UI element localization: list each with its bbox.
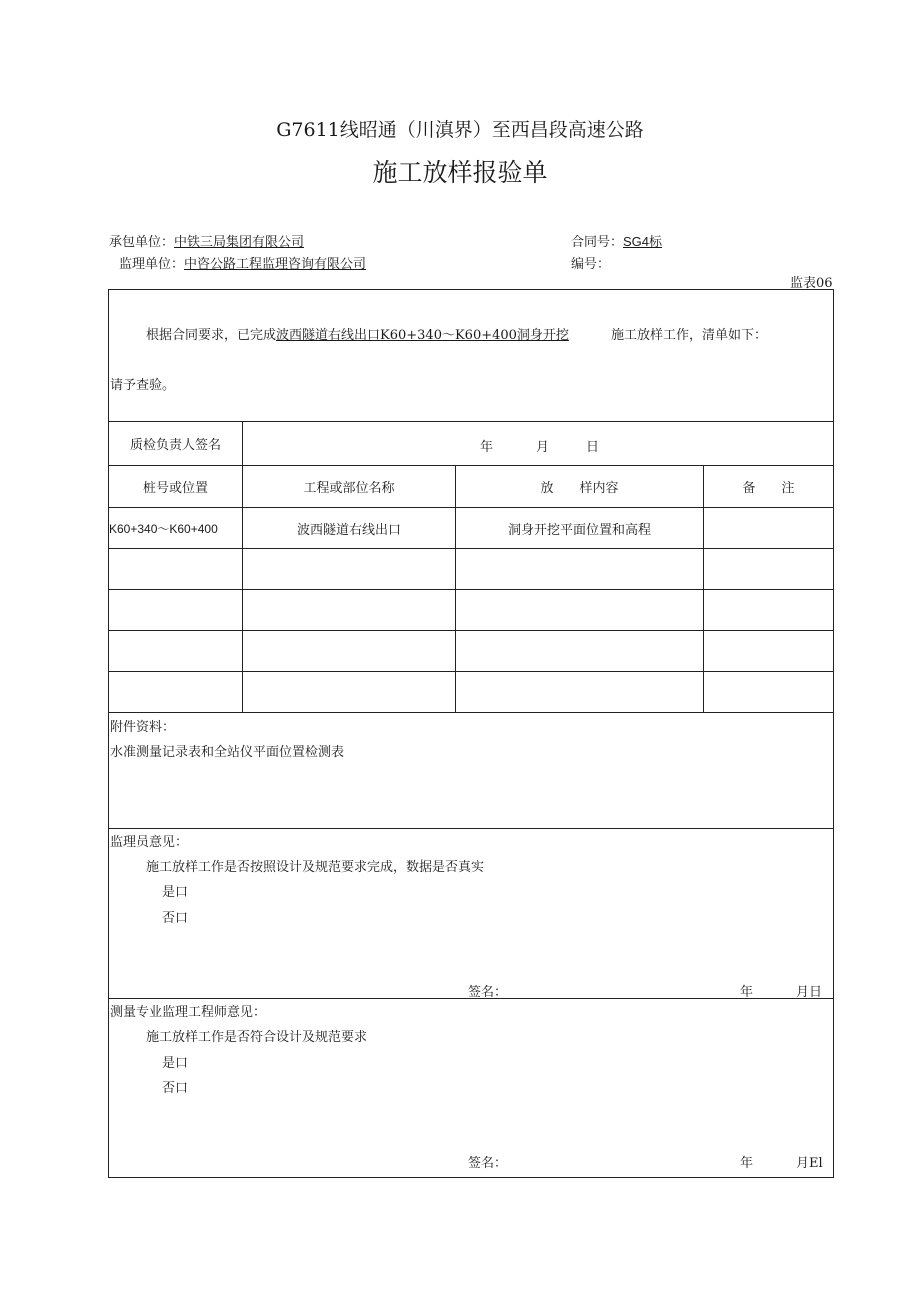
supervisor-value: 中咨公路工程监理咨询有限公司 <box>184 257 367 272</box>
divider <box>108 589 834 590</box>
contract-value: SG4标 <box>623 234 663 249</box>
document-title: G7611线昭通（川滇界）至西昌段高速公路 <box>276 119 644 141</box>
divider <box>108 828 834 829</box>
table-cell-station: K60+340～K60+400 <box>109 521 218 536</box>
form-title: 施工放样报验单 <box>372 158 548 187</box>
inspector-opinion-label: 监理员意见： <box>110 835 189 850</box>
qc-month: 月 <box>536 440 550 455</box>
inspector-year: 年 <box>740 985 754 1000</box>
header-part-name: 工程或部位名称 <box>303 481 395 496</box>
number-label: 编号： <box>571 257 611 272</box>
header-layout-content: 放 样内容 <box>540 481 619 496</box>
divider <box>108 630 834 631</box>
qc-day: 日 <box>586 440 600 455</box>
engineer-opinion-label: 测量专业监理工程师意见： <box>110 1005 267 1020</box>
contractor-value: 中铁三局集团有限公司 <box>174 235 305 250</box>
header-station: 桩号或位置 <box>142 481 208 496</box>
engineer-no-checkbox: 否口 <box>162 1081 189 1096</box>
intro-statement <box>146 324 569 343</box>
inspector-yes-checkbox: 是口 <box>162 885 189 900</box>
form-code: 监表06 <box>790 276 833 291</box>
contract-number-field <box>571 231 662 250</box>
inspector-signature: 签名： <box>468 985 508 1000</box>
divider <box>242 421 243 465</box>
table-cell-layout-content: 洞身开挖平面位置和高程 <box>507 522 651 538</box>
divider <box>108 548 834 549</box>
supervisor-field <box>119 253 366 272</box>
inspector-question: 施工放样工作是否按照设计及规范要求完成，数据是否真实 <box>146 860 485 875</box>
engineer-signature: 签名： <box>468 1156 508 1171</box>
intro-prefix: 根据合同要求，已完成 <box>146 328 277 343</box>
attachments-label: 附件资料： <box>110 720 176 735</box>
engineer-yes-checkbox: 是口 <box>162 1056 189 1071</box>
attachments-content: 水准测量记录表和全站仪平面位置检测表 <box>110 745 345 760</box>
table-cell-remarks <box>704 508 833 548</box>
contractor-label: 承包单位： <box>109 235 175 250</box>
intro-suffix: 施工放样工作，清单如下： <box>611 328 768 343</box>
qc-year: 年 <box>480 440 494 455</box>
intro-request: 请予查验。 <box>110 378 176 393</box>
engineer-month-day: 月El <box>796 1156 823 1171</box>
divider <box>108 671 834 672</box>
divider <box>108 712 834 713</box>
header-remarks: 备 注 <box>742 481 795 496</box>
inspector-month-day: 月日 <box>796 985 823 1000</box>
contractor-field <box>109 231 304 250</box>
qc-signature-label: 质检负责人签名 <box>129 438 221 453</box>
document-number-field <box>571 253 610 272</box>
engineer-year: 年 <box>740 1156 754 1171</box>
table-cell-part-name: 波西隧道右线出口 <box>296 522 401 538</box>
engineer-question: 施工放样工作是否符合设计及规范要求 <box>146 1030 368 1045</box>
intro-work-item: 波西隧道右线出口K60+340～K60+400洞身开挖 <box>276 328 569 343</box>
contract-label: 合同号： <box>571 235 624 250</box>
inspector-no-checkbox: 否口 <box>162 911 189 926</box>
supervisor-label: 监理单位： <box>119 257 185 272</box>
